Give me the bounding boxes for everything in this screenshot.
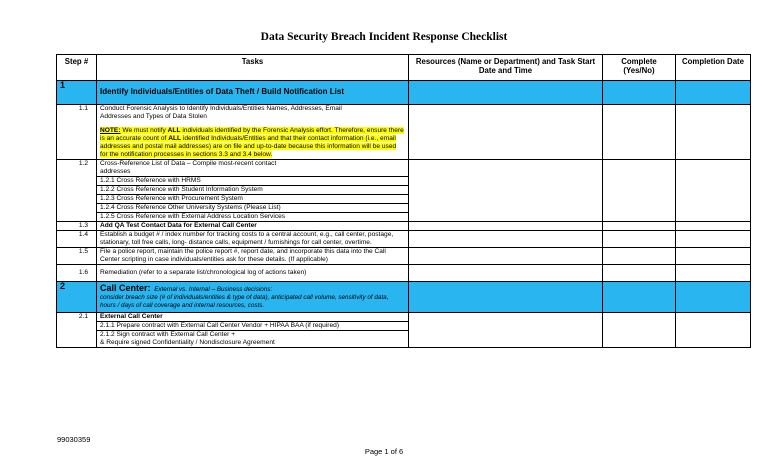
table-row	[57, 313, 751, 348]
section-title: Call Center:	[100, 283, 151, 293]
section-subtitle: consider breach size (# of individuals/entities & type of data), anticipated call volume, sensitivity of data, hours / days of call coverage and internal resources, costs.	[100, 294, 389, 309]
section-title: Identify Individuals/Entities of Data Theft / Build Notification List	[100, 87, 345, 96]
document-number: 99030359	[57, 435, 91, 444]
task-cell: Remediation (refer to a separate list/chronological log of actions taken)	[97, 265, 409, 282]
section-title-cell	[97, 81, 409, 105]
step-number: 1.1	[57, 105, 97, 160]
task-cell: File a police report, maintain the police report #, report date, and incorporate this data into the Call Center scripting in case individuals/entities ask for these details. (If applicable)	[97, 248, 409, 265]
task-cell: Cross-Reference List of Data – Compile most-recent contact addresses 1.2.1 Cross Reference with HRMS 1.2.2 Cross Reference with Student Information System 1.2.3 Cross Reference with Procurement System 1.2.4 Cross Reference Other University Systems (Please List) 1.2.5 Cross Reference with External Address Location Services	[97, 160, 409, 222]
table-row	[57, 105, 751, 160]
step-number: 2.1	[57, 313, 97, 348]
checklist-table	[56, 54, 751, 348]
header-completion-date: Completion Date	[676, 55, 751, 81]
section-number: 2	[57, 282, 97, 313]
task-cell: Conduct Forensic Analysis to Identify Individuals/Entities Names, Addresses, Email Addresses and Types of Data Stolen NOTE: We must notify ALL individuals identified by the Forensic Analysis effort. Therefore, ensure there is an accurate count of ALL identified Individuals/Entities and that their contact information (i.e., email addresses and postal mail addresses) are on file and up-to-date because this information will be used for the notification processes in sections 3.3 and 3.4 below.	[97, 105, 409, 160]
step-number: 1.4	[57, 231, 97, 248]
section-title-cell: Call Center: External vs. Internal – Business decisions: consider breach size (# of individuals/entities & type of data), anticipated call volume, sensitivity of data, hours / days of call coverage and internal resources, costs.	[97, 282, 409, 313]
step-number: 1.5	[57, 248, 97, 265]
header-tasks: Tasks	[97, 55, 409, 81]
step-number: 1.6	[57, 265, 97, 282]
table-row	[57, 231, 751, 248]
table-row	[57, 248, 751, 265]
step-number: 1.3	[57, 222, 97, 231]
header-step: Step #	[57, 55, 97, 81]
header-row	[57, 55, 751, 81]
section-number: 1	[57, 81, 97, 105]
table-row	[57, 160, 751, 222]
task-cell: Add QA Test Contact Data for External Call Center	[97, 222, 409, 231]
section-row-1	[57, 81, 751, 105]
page-number: Page 1 of 6	[364, 447, 404, 456]
document-title: Data Security Breach Incident Response Checklist	[260, 31, 508, 43]
header-resources: Resources (Name or Department) and Task Start Date and Time	[409, 55, 603, 81]
note-highlight: NOTE: We must notify ALL individuals identified by the Forensic Analysis effort. Therefore, ensure there is an accurate count of ALL identified Individuals/Entities and that their contact information (i.e., email addresses and postal mail addresses) are on file and up-to-date because this information will be used for the notification processes in sections 3.3 and 3.4 below.	[100, 127, 404, 158]
task-cell: Establish a budget # / index number for tracking costs to a central account, e.g., call center, postage, stationary, toll free calls, long- distance calls, equipment / furnishings for call center, overtime.	[97, 231, 409, 248]
table-row	[57, 265, 751, 282]
section-row-2	[57, 282, 751, 313]
step-number: 1.2	[57, 160, 97, 222]
header-complete: Complete (Yes/No)	[603, 55, 676, 81]
table-row	[57, 222, 751, 231]
task-cell: External Call Center 2.1.1 Prepare contract with External Call Center Vendor + HIPAA BAA (if required) 2.1.2 Sign contract with External Call Center + & Require signed Confidentiality / Nondisclosure Agreement	[97, 313, 409, 348]
